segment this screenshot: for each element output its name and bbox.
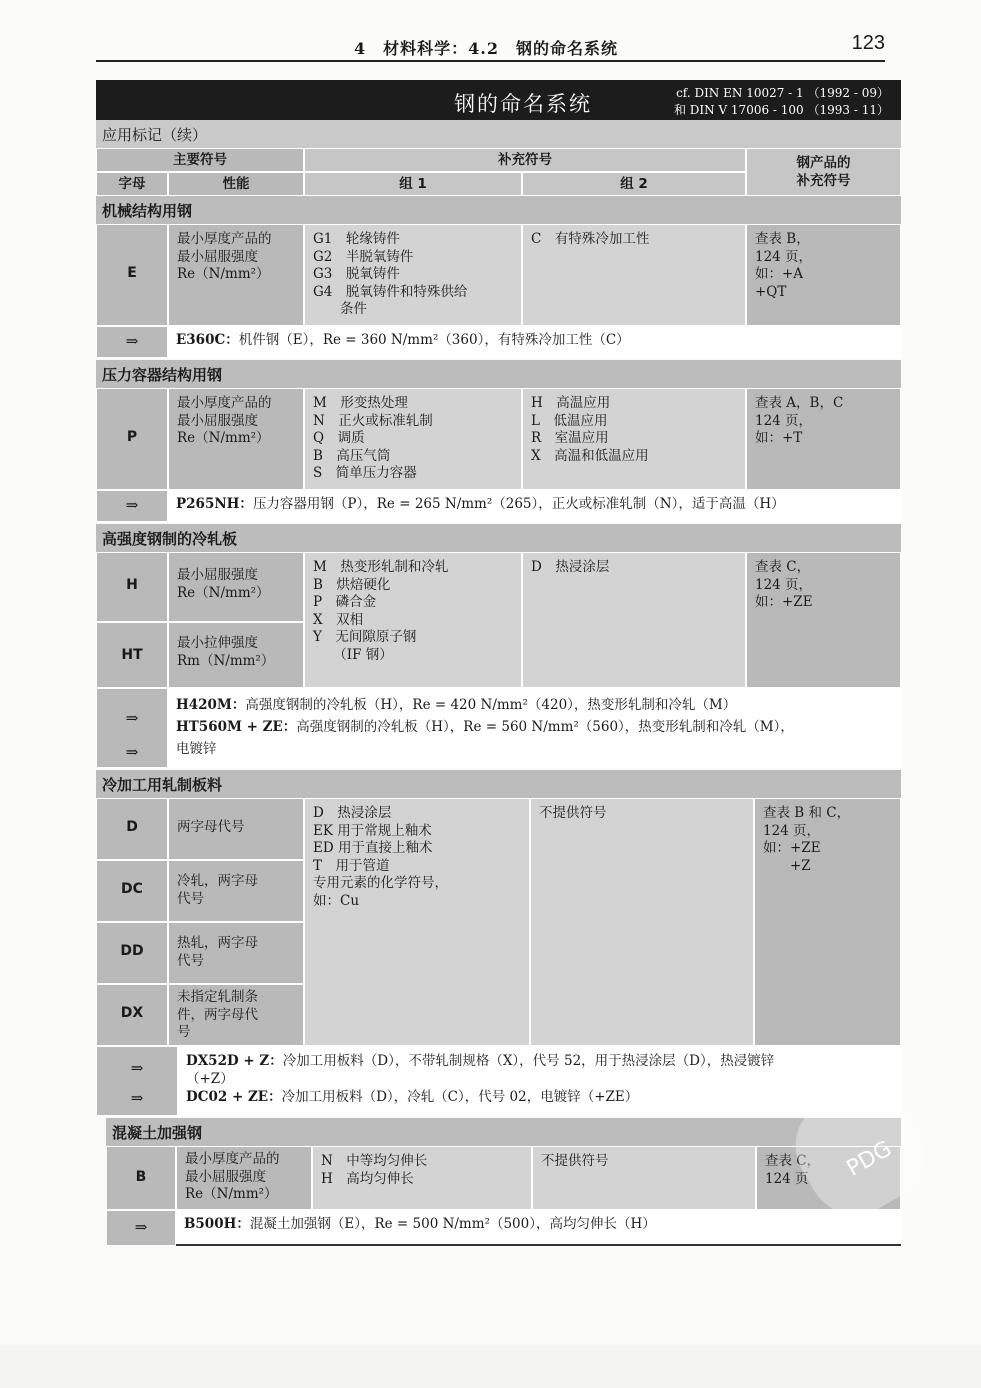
- table-subtitle: 应用标记（续）: [96, 120, 901, 148]
- property-dx: 未指定轧制条 件，两字母代 号: [168, 984, 304, 1046]
- property-d: 两字母代号: [168, 798, 304, 860]
- running-header: [96, 30, 885, 62]
- code-dc: DC: [96, 860, 168, 922]
- section-title-p: 压力容器结构用钢: [96, 360, 901, 388]
- code-b: B: [106, 1146, 176, 1210]
- product-e: 查表 B， 124 页， 如：+A +QT: [746, 224, 901, 326]
- examples-h: H420M：高强度钢制的冷轧板（H），Re = 420 N/mm²（420），热变形轧制和冷轧（M） HT560M + ZE：高强度钢制的冷轧板（H），Re = 560 N/mm²（560），热变形轧制和冷轧（M）， 电镀锌: [168, 688, 901, 768]
- group1-e: G1 轮缘铸件 G2 半脱氧铸件 G3 脱氧铸件 G4 脱氧铸件和特殊供给 条件: [304, 224, 522, 326]
- example-b: B500H：混凝土加强钢（E），Re = 500 N/mm²（500），高均匀伸长（H）: [176, 1210, 901, 1246]
- group1-d: D 热浸涂层 EK 用于常规上釉术 ED 用于直接上釉术 T 用于管道 专用元素的化学符号， 如：Cu: [304, 798, 530, 1046]
- property-e: 最小厚度产品的 最小屈服强度 Re（N/mm²）: [168, 224, 304, 326]
- property-p: 最小厚度产品的 最小屈服强度 Re（N/mm²）: [168, 388, 304, 490]
- table-title-bar: [96, 80, 901, 120]
- property-ht: 最小拉伸强度 Rm（N/mm²）: [168, 622, 304, 688]
- arrows-h: ⇒ ⇒: [96, 688, 168, 768]
- code-ht: HT: [96, 622, 168, 688]
- group2-h: D 热浸涂层: [522, 552, 746, 688]
- group1-b: N 中等均匀伸长 H 高均匀伸长: [312, 1146, 532, 1210]
- watermark-logo: PDG: [778, 1068, 942, 1232]
- header-property: 性能: [168, 172, 304, 196]
- code-dx: DX: [96, 984, 168, 1046]
- header-group1: 组 1: [304, 172, 522, 196]
- table-title: 钢的命名系统: [454, 92, 592, 116]
- product-h: 查表 C， 124 页， 如：+ZE: [746, 552, 901, 688]
- header-supp-symbol: 补充符号: [304, 148, 746, 172]
- examples-d: DX52D + Z：冷加工用板料（D），不带轧制规格（X），代号 52，用于热浸涂层（D），热浸镀锌 （+Z） DC02 + ZE：冷加工用板料（D），冷轧（C），代号 02，电镀锌（+ZE）: [178, 1046, 901, 1116]
- section-title-e: 机械结构用钢: [96, 196, 901, 224]
- page-number: 123: [851, 32, 885, 54]
- code-d: D: [96, 798, 168, 860]
- arrow-p: ⇒: [96, 490, 168, 522]
- code-e: E: [96, 224, 168, 326]
- arrows-d: ⇒ ⇒: [96, 1046, 178, 1116]
- header-group2: 组 2: [522, 172, 746, 196]
- example-p: P265NH：压力容器用钢（P），Re = 265 N/mm²（265），正火或标准轧制（N），适于高温（H）: [168, 490, 901, 522]
- group2-e: C 有特殊冷加工性: [522, 224, 746, 326]
- standard-reference-1: cf. DIN EN 10027 - 1 （1992 - 09）: [676, 86, 889, 100]
- section-title-h: 高强度钢制的冷轧板: [96, 524, 901, 552]
- header-main-symbol: 主要符号: [96, 148, 304, 172]
- group1-h: M 热变形轧制和冷轧 B 烘焙硬化 P 磷合金 X 双相 Y 无间隙原子钢 （IF 钢）: [304, 552, 522, 688]
- group2-b: 不提供符号: [532, 1146, 756, 1210]
- product-b: 查表 C， 124 页: [756, 1146, 901, 1210]
- arrow-b: ⇒: [106, 1210, 176, 1246]
- running-head-title: 4 材料科学：4.2 钢的命名系统: [354, 39, 618, 58]
- standard-reference-2: 和 DIN V 17006 - 100 （1993 - 11）: [673, 103, 889, 117]
- property-dc: 冷轧，两字母 代号: [168, 860, 304, 922]
- section-title-d: 冷加工用轧制板料: [96, 770, 901, 798]
- code-dd: DD: [96, 922, 168, 984]
- property-b: 最小厚度产品的 最小屈服强度 Re（N/mm²）: [176, 1146, 312, 1210]
- product-p: 查表 A，B，C 124 页， 如：+T: [746, 388, 901, 490]
- group1-p: M 形变热处理 N 正火或标准轧制 Q 调质 B 高压气筒 S 简单压力容器: [304, 388, 522, 490]
- header-letter: 字母: [96, 172, 168, 196]
- product-d: 查表 B 和 C， 124 页， 如：+ZE +Z: [754, 798, 901, 1046]
- code-h: H: [96, 552, 168, 622]
- property-h: 最小屈服强度 Re（N/mm²）: [168, 552, 304, 622]
- example-e: E360C：机件钢（E），Re = 360 N/mm²（360），有特殊冷加工性（C）: [168, 326, 901, 358]
- property-dd: 热轧，两字母 代号: [168, 922, 304, 984]
- header-product-supp: 钢产品的 补充符号: [746, 148, 901, 196]
- group2-d: 不提供符号: [530, 798, 754, 1046]
- code-p: P: [96, 388, 168, 490]
- section-title-b: 混凝土加强钢: [106, 1118, 901, 1146]
- group2-p: H 高温应用 L 低温应用 R 室温应用 X 高温和低温应用: [522, 388, 746, 490]
- arrow-e: ⇒: [96, 326, 168, 358]
